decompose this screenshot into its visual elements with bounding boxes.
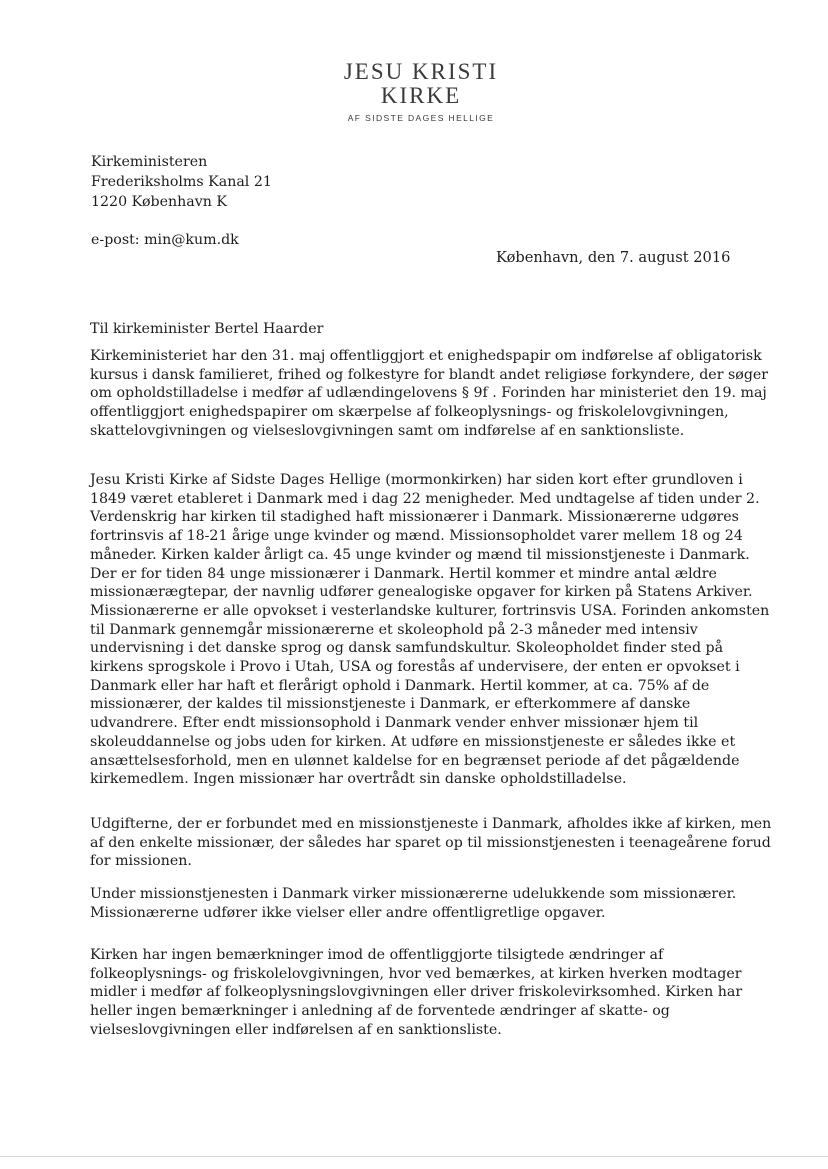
text-line: skoleuddannelse og jobs uden for kirken. At udføre en missionstjeneste er således ikke et: [90, 733, 736, 750]
recipient-email: e-post: min@kum.dk: [91, 232, 239, 248]
text-line: Kirkeministeriet har den 31. maj offentliggjort et enighedspapir om indførelse af obligatorisk: [90, 348, 762, 364]
text-line: heller ingen bemærkninger i anledning af de forventede ændringer af skatte- og: [90, 1003, 670, 1020]
text-line: Kirken har ingen bemærkninger imod de offentliggjorte tilsigtede ændringer af: [90, 947, 664, 963]
letter-date: København, den 7. august 2016: [496, 249, 731, 266]
logo-line-1: JESU KRISTI: [343, 59, 499, 84]
text-line: til Danmark gennemgår missionærerne et skoleophold på 2-3 måneder med intensiv: [90, 621, 698, 638]
logo-line-2: KIRKE: [380, 83, 462, 108]
text-line: Under missionstjenesten i Danmark virker missionærerne udelukkende som missionærer.: [90, 886, 737, 902]
text-line: Der er for tiden 84 unge missionærer i Danmark. Hertil kommer et mindre antal ældre: [90, 565, 717, 582]
paragraph-5: [90, 946, 742, 1040]
text-line: om opholdstilladelse i medfør af udlændingelovens § 9f . Forinden har ministeriet den 19. maj: [90, 385, 767, 402]
paragraph-1: [90, 347, 768, 441]
text-line: Danmark eller har haft et flerårigt ophold i Danmark. Hertil kommer, at ca. 75% af de: [90, 677, 710, 694]
text-line: ansættelsesforhold, men en ulønnet kaldelse for en begrænset periode af det pågældende: [90, 752, 740, 769]
recipient-address: [91, 152, 272, 212]
recipient-name: Kirkeministeren: [91, 154, 208, 170]
text-line: Missionærerne er alle opvokset i vesterlandske kulturer, fortrinsvis USA. Forinden ankomsten: [90, 602, 770, 619]
paragraph-3: [90, 815, 771, 871]
text-line: missionærer, der kaldes til missionstjeneste i Danmark, er efterkommere af danske: [90, 696, 691, 713]
text-line: fortrinsvis af 18-21 årige unge kvinder og mænd. Missionsopholdet varer mellem 18 og 24: [90, 528, 743, 545]
text-line: af den enkelte missionær, der således har sparet op til missionstjenesten i teenageårene forud: [90, 834, 771, 851]
paragraph-4: [90, 885, 736, 922]
text-line: undervisning i det danske sprog og dansk samfundskultur. Skoleopholdet finder sted på: [90, 640, 724, 657]
text-line: vielseslovgivningen eller indførelsen af en sanktionsliste.: [90, 1021, 502, 1038]
text-line: udvandrere. Efter endt missionsophold i Danmark vender enhver missionær hjem til: [90, 715, 699, 732]
scan-edge-line: [0, 1156, 828, 1157]
church-letterhead-logo: [300, 60, 520, 125]
text-line: Missionærerne udfører ikke vielser eller andre offentligretlige opgaver.: [90, 904, 606, 921]
text-line: midler i medfør af folkeoplysningslovgivningen eller driver friskolevirksomhed. Kirken har: [90, 984, 743, 1001]
paragraph-2: [90, 471, 769, 789]
text-line: folkeoplysnings- og friskolelovgivningen, hvor ved bemærkes, at kirken hverken modtager: [90, 965, 742, 982]
logo-line-3: AF SIDSTE DAGES HELLIGE: [347, 113, 495, 123]
text-line: Jesu Kristi Kirke af Sidste Dages Hellige (mormonkirken) har siden kort efter grundloven i: [90, 472, 743, 488]
text-line: kursus i dansk familieret, frihed og folkestyre for blandt andet religiøse forkyndere, der søger: [90, 366, 769, 383]
recipient-city: 1220 København K: [91, 194, 227, 210]
text-line: for missionen.: [90, 853, 192, 870]
recipient-street: Frederiksholms Kanal 21: [91, 174, 272, 190]
text-line: kirkemedlem. Ingen missionær har overtrådt sin danske opholdstilladelse.: [90, 771, 627, 788]
text-line: Verdenskrig har kirken til stadighed haft missionærer i Danmark. Missionærerne udgøres: [90, 509, 739, 526]
text-line: Udgifterne, der er forbundet med en missionstjeneste i Danmark, afholdes ikke af kirken, men: [90, 816, 772, 832]
salutation: Til kirkeminister Bertel Haarder: [90, 321, 324, 337]
text-line: måneder. Kirken kalder årligt ca. 45 unge kvinder og mænd til missionstjeneste i Danmark.: [90, 546, 750, 563]
text-line: skattelovgivningen og vielseslovgivningen samt om indførelse af en sanktionsliste.: [90, 422, 685, 439]
text-line: kirkens sprogskole i Provo i Utah, USA og forestås af undervisere, der enten er opvokset i: [90, 659, 740, 676]
text-line: 1849 været etableret i Danmark med i dag 22 menigheder. Med undtagelse af tiden under 2.: [90, 490, 760, 507]
text-line: offentliggjort enighedspapirer om skærpelse af folkeoplysnings- og friskolelovgivningen,: [90, 404, 729, 421]
text-line: missionærægtepar, der navnlig udfører genealogiske opgaver for kirken på Statens Arkiver.: [90, 584, 753, 601]
